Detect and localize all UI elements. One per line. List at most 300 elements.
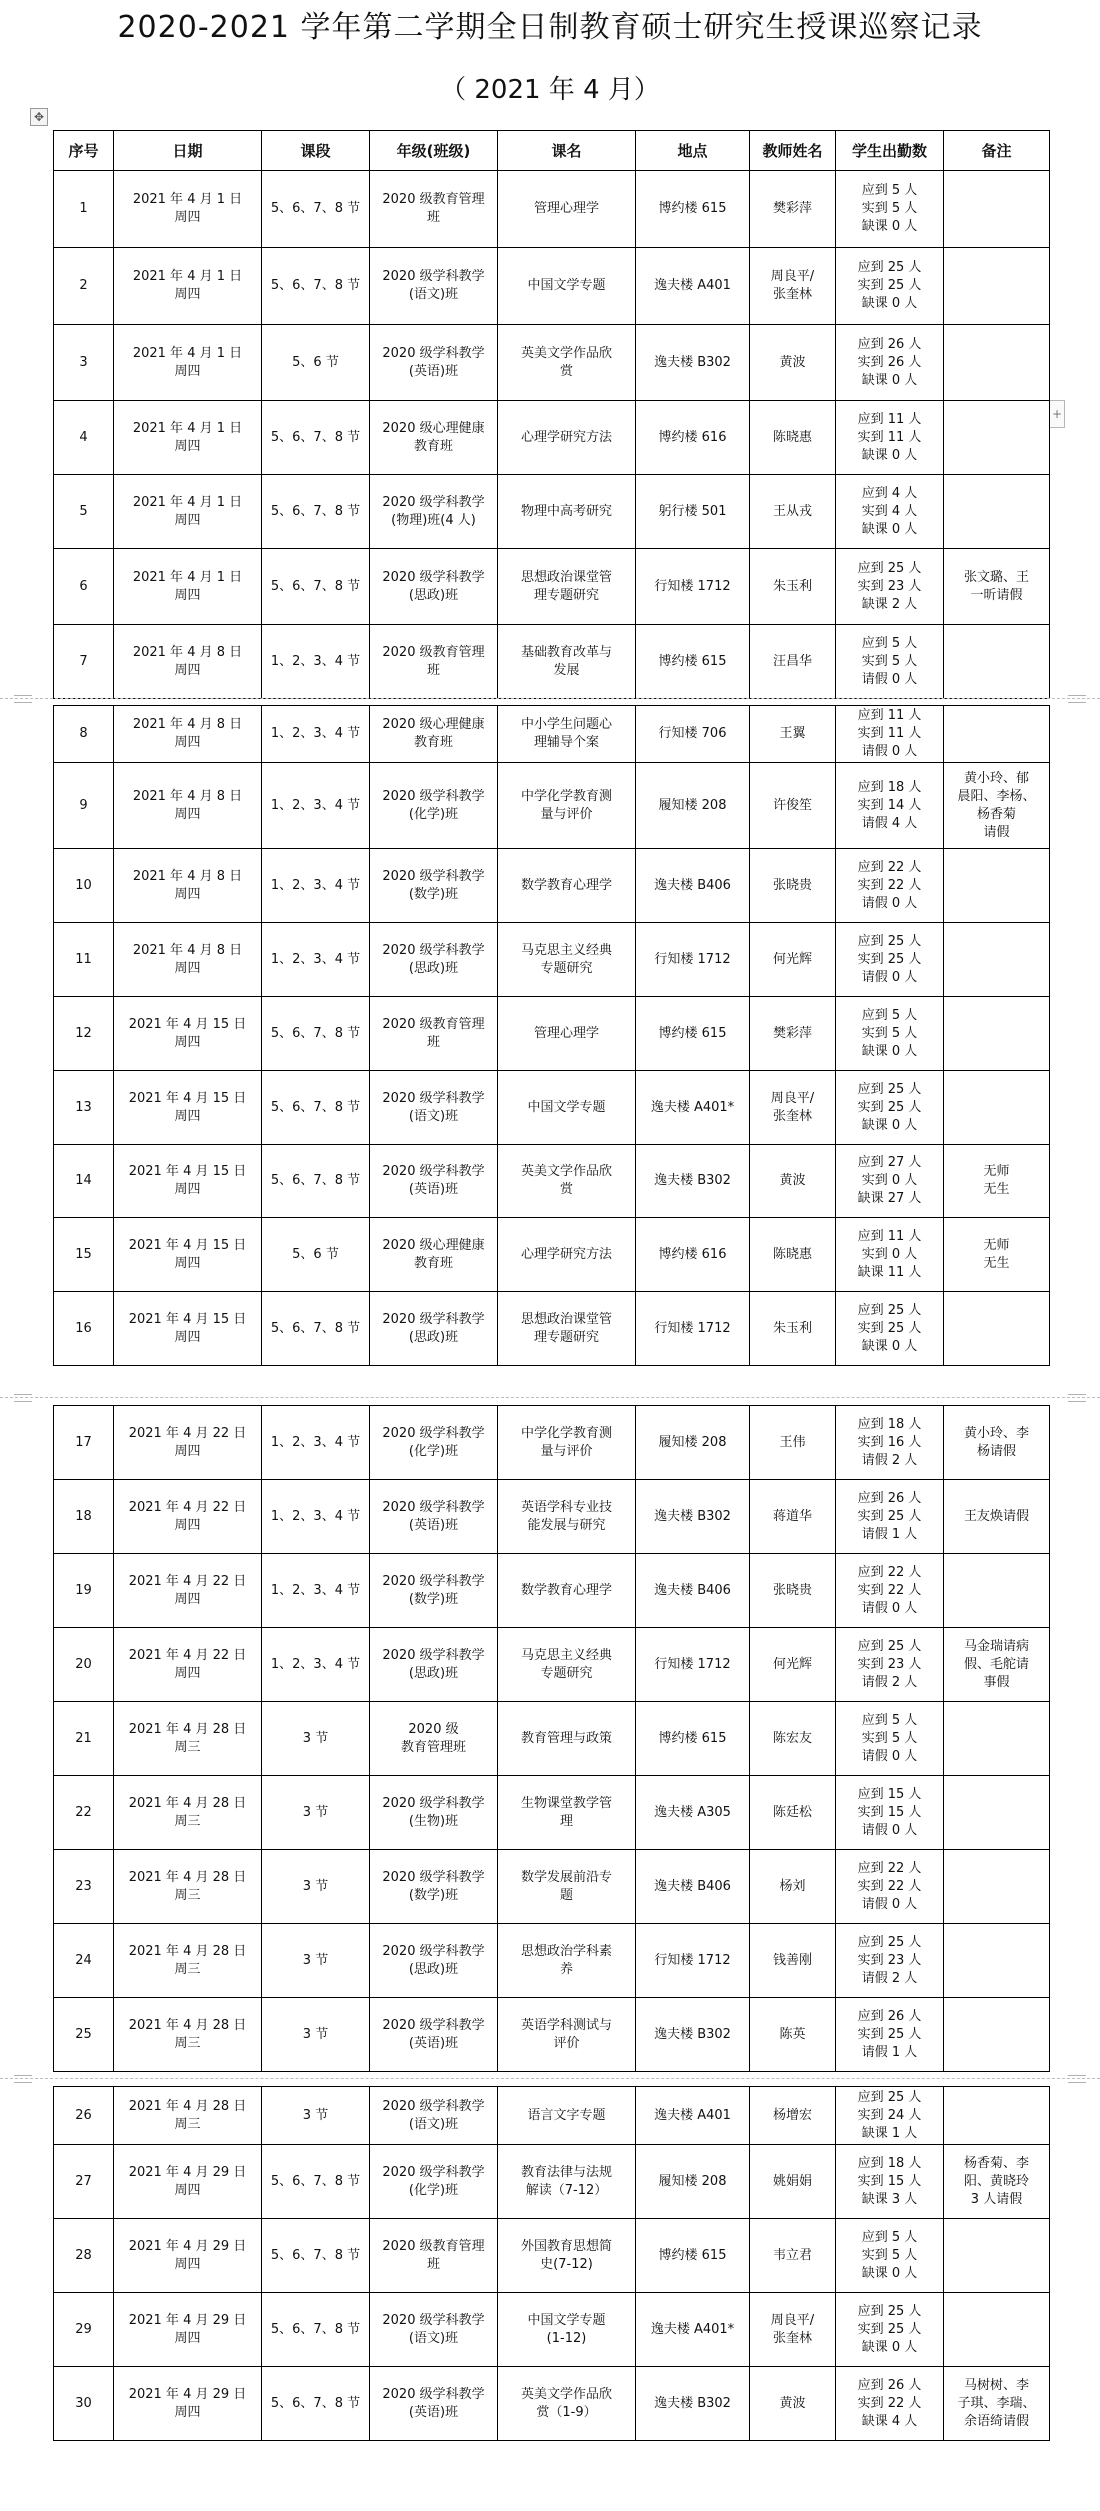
cell-class[interactable]: 2020 级学科教学 (思政)班 [370,1628,498,1702]
cell-class[interactable]: 2020 级学科教学 (语文)班 [370,2087,498,2145]
cell-teacher[interactable]: 钱善刚 [750,1924,836,1998]
cell-teacher[interactable]: 陈宏友 [750,1702,836,1776]
cell-date[interactable]: 2021 年 4 月 8 日 周四 [114,625,262,699]
table-row [54,171,1050,248]
cell-location[interactable]: 逸夫楼 B302 [636,325,750,401]
attendance-table-segment [53,1405,1050,2072]
cell-location[interactable]: 逸夫楼 B302 [636,2367,750,2441]
cell-attendance[interactable]: 应到 18 人 实到 16 人 请假 2 人 [836,1406,944,1480]
cell-period[interactable]: 5、6、7、8 节 [262,248,370,325]
cell-location[interactable]: 逸夫楼 B406 [636,1850,750,1924]
table-row [54,1292,1050,1366]
cell-seq[interactable]: 21 [54,1702,114,1776]
cell-seq[interactable]: 6 [54,549,114,625]
cell-seq[interactable]: 7 [54,625,114,699]
cell-seq[interactable]: 26 [54,2087,114,2145]
cell-date[interactable]: 2021 年 4 月 28 日 周三 [114,1702,262,1776]
cell-attendance[interactable]: 应到 11 人 实到 11 人 缺课 0 人 [836,401,944,475]
cell-date[interactable]: 2021 年 4 月 22 日 周四 [114,1554,262,1628]
cell-remark[interactable]: 黄小玲、郁 晨阳、李杨、 杨香菊 请假 [944,763,1050,849]
cell-seq[interactable]: 24 [54,1924,114,1998]
cell-date[interactable]: 2021 年 4 月 1 日 周四 [114,475,262,549]
column-header-period: 课段 [262,131,370,171]
cell-course[interactable]: 中学化学教育测 量与评价 [498,763,636,849]
cell-class[interactable]: 2020 级学科教学 (生物)班 [370,1776,498,1850]
cell-remark[interactable] [944,625,1050,699]
cell-location[interactable]: 行知楼 1712 [636,923,750,997]
cell-period[interactable]: 5、6、7、8 节 [262,2145,370,2219]
cell-teacher[interactable]: 樊彩萍 [750,171,836,248]
table-row [54,763,1050,849]
cell-period[interactable]: 3 节 [262,1776,370,1850]
cell-period[interactable]: 5、6、7、8 节 [262,2219,370,2293]
cell-course[interactable]: 管理心理学 [498,997,636,1071]
page-break-separator [0,695,1100,703]
cell-class[interactable]: 2020 级学科教学 (英语)班 [370,2367,498,2441]
cell-class[interactable]: 2020 级学科教学 (英语)班 [370,325,498,401]
cell-remark[interactable] [944,706,1050,763]
cell-course[interactable]: 英美文学作品欣 赏 [498,1145,636,1218]
cell-class[interactable]: 2020 级心理健康 教育班 [370,401,498,475]
cell-teacher[interactable]: 黄波 [750,325,836,401]
table-row [54,1702,1050,1776]
cell-teacher[interactable]: 王翼 [750,706,836,763]
cell-remark[interactable] [944,849,1050,923]
cell-class[interactable]: 2020 级教育管理 班 [370,171,498,248]
cell-teacher[interactable]: 杨刘 [750,1850,836,1924]
cell-remark[interactable] [944,325,1050,401]
cell-class[interactable]: 2020 级学科教学 (数学)班 [370,1850,498,1924]
cell-seq[interactable]: 14 [54,1145,114,1218]
cell-class[interactable]: 2020 级学科教学 (物理)班(4 人) [370,475,498,549]
cell-course[interactable]: 中学化学教育测 量与评价 [498,1406,636,1480]
cell-date[interactable]: 2021 年 4 月 22 日 周四 [114,1628,262,1702]
cell-attendance[interactable]: 应到 11 人 实到 0 人 缺课 11 人 [836,1218,944,1292]
cell-class[interactable]: 2020 级学科教学 (英语)班 [370,1145,498,1218]
cell-location[interactable]: 履知楼 208 [636,1406,750,1480]
cell-date[interactable]: 2021 年 4 月 29 日 周四 [114,2293,262,2367]
cell-seq[interactable]: 12 [54,997,114,1071]
cell-remark[interactable] [944,1998,1050,2072]
cell-seq[interactable]: 27 [54,2145,114,2219]
cell-attendance[interactable]: 应到 5 人 实到 5 人 缺课 0 人 [836,171,944,248]
cell-period[interactable]: 5、6、7、8 节 [262,2367,370,2441]
cell-course[interactable]: 马克思主义经典 专题研究 [498,1628,636,1702]
table-row [54,1628,1050,1702]
cell-class[interactable]: 2020 级教育管理 班 [370,2219,498,2293]
cell-seq[interactable]: 15 [54,1218,114,1292]
cell-attendance[interactable]: 应到 22 人 实到 22 人 请假 0 人 [836,1554,944,1628]
cell-teacher[interactable]: 王从戎 [750,475,836,549]
cell-period[interactable]: 5、6 节 [262,325,370,401]
cell-course[interactable]: 英语学科测试与 评价 [498,1998,636,2072]
cell-teacher[interactable]: 汪昌华 [750,625,836,699]
column-header-date: 日期 [114,131,262,171]
cell-attendance[interactable]: 应到 25 人 实到 25 人 缺课 0 人 [836,1292,944,1366]
cell-teacher[interactable]: 姚娟娟 [750,2145,836,2219]
cell-class[interactable]: 2020 级学科教学 (英语)班 [370,1998,498,2072]
cell-seq[interactable]: 13 [54,1071,114,1145]
cell-remark[interactable] [944,2219,1050,2293]
cell-date[interactable]: 2021 年 4 月 22 日 周四 [114,1406,262,1480]
cell-course[interactable]: 管理心理学 [498,171,636,248]
cell-date[interactable]: 2021 年 4 月 29 日 周四 [114,2219,262,2293]
cell-date[interactable]: 2021 年 4 月 1 日 周四 [114,549,262,625]
cell-location[interactable]: 躬行楼 501 [636,475,750,549]
column-header-location: 地点 [636,131,750,171]
cell-seq[interactable]: 25 [54,1998,114,2072]
cell-class[interactable]: 2020 级学科教学 (化学)班 [370,1406,498,1480]
cell-location[interactable]: 行知楼 1712 [636,1628,750,1702]
cell-date[interactable]: 2021 年 4 月 1 日 周四 [114,325,262,401]
cell-teacher[interactable]: 何光辉 [750,1628,836,1702]
cell-class[interactable]: 2020 级 教育管理班 [370,1702,498,1776]
cell-teacher[interactable]: 陈英 [750,1998,836,2072]
cell-remark[interactable] [944,248,1050,325]
cell-attendance[interactable]: 应到 26 人 实到 22 人 缺课 4 人 [836,2367,944,2441]
cell-course[interactable]: 英美文学作品欣 赏 [498,325,636,401]
page-break-separator [0,2075,1100,2083]
cell-teacher[interactable]: 周良平/ 张奎林 [750,248,836,325]
cell-attendance[interactable]: 应到 25 人 实到 24 人 缺课 1 人 [836,2087,944,2145]
add-column-icon[interactable]: + [1049,400,1065,428]
cell-seq[interactable]: 16 [54,1292,114,1366]
cell-course[interactable]: 数学教育心理学 [498,849,636,923]
cell-class[interactable]: 2020 级学科教学 (化学)班 [370,763,498,849]
cell-location[interactable]: 逸夫楼 B406 [636,849,750,923]
table-row [54,401,1050,475]
cell-seq[interactable]: 9 [54,763,114,849]
cell-teacher[interactable]: 杨增宏 [750,2087,836,2145]
cell-remark[interactable] [944,2293,1050,2367]
cell-attendance[interactable]: 应到 22 人 实到 22 人 请假 0 人 [836,849,944,923]
cell-attendance[interactable]: 应到 25 人 实到 25 人 请假 0 人 [836,923,944,997]
cell-seq[interactable]: 23 [54,1850,114,1924]
cell-period[interactable]: 5、6 节 [262,1218,370,1292]
cell-seq[interactable]: 11 [54,923,114,997]
cell-class[interactable]: 2020 级学科教学 (英语)班 [370,1480,498,1554]
cell-attendance[interactable]: 应到 27 人 实到 0 人 缺课 27 人 [836,1145,944,1218]
cell-attendance[interactable]: 应到 22 人 实到 22 人 请假 0 人 [836,1850,944,1924]
cell-seq[interactable]: 20 [54,1628,114,1702]
cell-remark[interactable]: 杨香菊、李 阳、黄晓玲 3 人请假 [944,2145,1050,2219]
table-row [54,2145,1050,2219]
cell-attendance[interactable]: 应到 26 人 实到 26 人 缺课 0 人 [836,325,944,401]
cell-location[interactable]: 逸夫楼 A401 [636,2087,750,2145]
cell-attendance[interactable]: 应到 11 人 实到 11 人 请假 0 人 [836,706,944,763]
cell-teacher[interactable]: 周良平/ 张奎林 [750,2293,836,2367]
cell-teacher[interactable]: 周良平/ 张奎林 [750,1071,836,1145]
cell-period[interactable]: 5、6、7、8 节 [262,475,370,549]
table-row [54,1480,1050,1554]
cell-period[interactable]: 1、2、3、4 节 [262,849,370,923]
cell-teacher[interactable]: 黄波 [750,2367,836,2441]
cell-date[interactable]: 2021 年 4 月 1 日 周四 [114,248,262,325]
cell-location[interactable]: 行知楼 1712 [636,1292,750,1366]
cell-remark[interactable] [944,2087,1050,2145]
cell-date[interactable]: 2021 年 4 月 15 日 周四 [114,1071,262,1145]
cell-location[interactable]: 行知楼 1712 [636,549,750,625]
cell-period[interactable]: 1、2、3、4 节 [262,1554,370,1628]
cell-attendance[interactable]: 应到 26 人 实到 25 人 请假 1 人 [836,1998,944,2072]
cell-period[interactable]: 1、2、3、4 节 [262,1406,370,1480]
cell-period[interactable]: 5、6、7、8 节 [262,171,370,248]
cell-date[interactable]: 2021 年 4 月 22 日 周四 [114,1480,262,1554]
cell-teacher[interactable]: 陈晓惠 [750,401,836,475]
cell-attendance[interactable]: 应到 5 人 实到 5 人 缺课 0 人 [836,2219,944,2293]
cell-remark[interactable]: 马金瑞请病 假、毛舵请 事假 [944,1628,1050,1702]
cell-remark[interactable] [944,1071,1050,1145]
table-row [54,1406,1050,1480]
cell-course[interactable]: 思想政治课堂管 理专题研究 [498,1292,636,1366]
cell-seq[interactable]: 18 [54,1480,114,1554]
cell-seq[interactable]: 29 [54,2293,114,2367]
cell-class[interactable]: 2020 级学科教学 (数学)班 [370,1554,498,1628]
cell-course[interactable]: 马克思主义经典 专题研究 [498,923,636,997]
cell-date[interactable]: 2021 年 4 月 15 日 周四 [114,1218,262,1292]
cell-course[interactable]: 思想政治课堂管 理专题研究 [498,549,636,625]
column-header-attendance: 学生出勤数 [836,131,944,171]
cell-teacher[interactable]: 朱玉利 [750,1292,836,1366]
table-row [54,2293,1050,2367]
cell-remark[interactable] [944,1292,1050,1366]
cell-period[interactable]: 1、2、3、4 节 [262,923,370,997]
cell-date[interactable]: 2021 年 4 月 8 日 周四 [114,706,262,763]
cell-seq[interactable]: 1 [54,171,114,248]
table-row [54,1998,1050,2072]
cell-period[interactable]: 5、6、7、8 节 [262,997,370,1071]
cell-class[interactable]: 2020 级心理健康 教育班 [370,1218,498,1292]
cell-date[interactable]: 2021 年 4 月 15 日 周四 [114,997,262,1071]
cell-class[interactable]: 2020 级学科教学 (语文)班 [370,1071,498,1145]
cell-remark[interactable] [944,401,1050,475]
cell-course[interactable]: 思想政治学科素 养 [498,1924,636,1998]
cell-attendance[interactable]: 应到 18 人 实到 14 人 请假 4 人 [836,763,944,849]
cell-remark[interactable]: 无师 无生 [944,1218,1050,1292]
cell-course[interactable]: 数学教育心理学 [498,1554,636,1628]
cell-location[interactable]: 逸夫楼 A401* [636,1071,750,1145]
cell-class[interactable]: 2020 级心理健康 教育班 [370,706,498,763]
cell-period[interactable]: 1、2、3、4 节 [262,1628,370,1702]
cell-seq[interactable]: 22 [54,1776,114,1850]
cell-attendance[interactable]: 应到 4 人 实到 4 人 缺课 0 人 [836,475,944,549]
cell-seq[interactable]: 30 [54,2367,114,2441]
cell-course[interactable]: 教育管理与政策 [498,1702,636,1776]
cell-remark[interactable]: 王友焕请假 [944,1480,1050,1554]
cell-seq[interactable]: 28 [54,2219,114,2293]
cell-period[interactable]: 1、2、3、4 节 [262,1480,370,1554]
cell-date[interactable]: 2021 年 4 月 28 日 周三 [114,1924,262,1998]
cell-period[interactable]: 5、6、7、8 节 [262,401,370,475]
cell-course[interactable]: 教育法律与法规 解读（7-12） [498,2145,636,2219]
cell-period[interactable]: 5、6、7、8 节 [262,2293,370,2367]
cell-location[interactable]: 履知楼 208 [636,763,750,849]
column-header-course: 课名 [498,131,636,171]
cell-remark[interactable] [944,1702,1050,1776]
cell-teacher[interactable]: 朱玉利 [750,549,836,625]
cell-course[interactable]: 数学发展前沿专 题 [498,1850,636,1924]
cell-location[interactable]: 博约楼 616 [636,401,750,475]
table-row [54,2367,1050,2441]
cell-remark[interactable] [944,923,1050,997]
cell-attendance[interactable]: 应到 25 人 实到 25 人 缺课 0 人 [836,248,944,325]
cell-period[interactable]: 5、6、7、8 节 [262,549,370,625]
cell-attendance[interactable]: 应到 5 人 实到 5 人 请假 0 人 [836,1702,944,1776]
table-row [54,1554,1050,1628]
cell-date[interactable]: 2021 年 4 月 8 日 周四 [114,763,262,849]
cell-remark[interactable] [944,1554,1050,1628]
cell-remark[interactable]: 无师 无生 [944,1145,1050,1218]
cell-location[interactable]: 逸夫楼 B302 [636,1998,750,2072]
cell-date[interactable]: 2021 年 4 月 15 日 周四 [114,1292,262,1366]
cell-date[interactable]: 2021 年 4 月 28 日 周三 [114,2087,262,2145]
cell-attendance[interactable]: 应到 18 人 实到 15 人 缺课 3 人 [836,2145,944,2219]
cell-location[interactable]: 博约楼 615 [636,997,750,1071]
cell-course[interactable]: 英美文学作品欣 赏（1-9） [498,2367,636,2441]
cell-remark[interactable] [944,475,1050,549]
cell-remark[interactable]: 马树树、李 子琪、李瑞、 余语绮请假 [944,2367,1050,2441]
cell-attendance[interactable]: 应到 25 人 实到 23 人 缺课 2 人 [836,549,944,625]
cell-period[interactable]: 1、2、3、4 节 [262,706,370,763]
cell-location[interactable]: 博约楼 615 [636,625,750,699]
cell-seq[interactable]: 2 [54,248,114,325]
cell-seq[interactable]: 17 [54,1406,114,1480]
column-header-teacher: 教师姓名 [750,131,836,171]
cell-class[interactable]: 2020 级学科教学 (化学)班 [370,2145,498,2219]
cell-date[interactable]: 2021 年 4 月 1 日 周四 [114,171,262,248]
cell-class[interactable]: 2020 级学科教学 (思政)班 [370,923,498,997]
cell-course[interactable]: 中国文学专题 (1-12) [498,2293,636,2367]
cell-teacher[interactable]: 樊彩萍 [750,997,836,1071]
cell-course[interactable]: 语言文字专题 [498,2087,636,2145]
cell-teacher[interactable]: 蒋道华 [750,1480,836,1554]
cell-course[interactable]: 物理中高考研究 [498,475,636,549]
cell-class[interactable]: 2020 级学科教学 (数学)班 [370,849,498,923]
cell-location[interactable]: 行知楼 706 [636,706,750,763]
cell-class[interactable]: 2020 级学科教学 (思政)班 [370,549,498,625]
cell-location[interactable]: 逸夫楼 B302 [636,1145,750,1218]
cell-remark[interactable]: 黄小玲、李 杨请假 [944,1406,1050,1480]
cell-date[interactable]: 2021 年 4 月 1 日 周四 [114,401,262,475]
cell-course[interactable]: 中国文学专题 [498,248,636,325]
table-row [54,1776,1050,1850]
cell-seq[interactable]: 4 [54,401,114,475]
table-row [54,325,1050,401]
cell-teacher[interactable]: 黄波 [750,1145,836,1218]
cell-course[interactable]: 中小学生问题心 理辅导个案 [498,706,636,763]
cell-remark[interactable] [944,171,1050,248]
cell-period[interactable]: 3 节 [262,1924,370,1998]
cell-class[interactable]: 2020 级教育管理 班 [370,625,498,699]
cell-remark[interactable]: 张文璐、王 一昕请假 [944,549,1050,625]
cell-seq[interactable]: 19 [54,1554,114,1628]
cell-period[interactable]: 3 节 [262,1702,370,1776]
cell-teacher[interactable]: 陈晓惠 [750,1218,836,1292]
cell-location[interactable]: 逸夫楼 A305 [636,1776,750,1850]
cell-teacher[interactable]: 张晓贵 [750,1554,836,1628]
cell-location[interactable]: 行知楼 1712 [636,1924,750,1998]
cell-location[interactable]: 逸夫楼 A401* [636,2293,750,2367]
cell-attendance[interactable]: 应到 5 人 实到 5 人 缺课 0 人 [836,997,944,1071]
cell-attendance[interactable]: 应到 5 人 实到 5 人 请假 0 人 [836,625,944,699]
cell-period[interactable]: 3 节 [262,2087,370,2145]
cell-class[interactable]: 2020 级学科教学 (思政)班 [370,1924,498,1998]
cell-date[interactable]: 2021 年 4 月 28 日 周三 [114,1998,262,2072]
cell-attendance[interactable]: 应到 25 人 实到 25 人 缺课 0 人 [836,1071,944,1145]
cell-location[interactable]: 逸夫楼 A401 [636,248,750,325]
cell-period[interactable]: 5、6、7、8 节 [262,1071,370,1145]
cell-teacher[interactable]: 王伟 [750,1406,836,1480]
cell-attendance[interactable]: 应到 26 人 实到 25 人 请假 1 人 [836,1480,944,1554]
cell-teacher[interactable]: 何光辉 [750,923,836,997]
cell-date[interactable]: 2021 年 4 月 29 日 周四 [114,2145,262,2219]
cell-seq[interactable]: 3 [54,325,114,401]
cell-teacher[interactable]: 陈廷松 [750,1776,836,1850]
cell-location[interactable]: 博约楼 615 [636,2219,750,2293]
cell-course[interactable]: 中国文学专题 [498,1071,636,1145]
cell-teacher[interactable]: 张晓贵 [750,849,836,923]
cell-attendance[interactable]: 应到 25 人 实到 25 人 缺课 0 人 [836,2293,944,2367]
cell-course[interactable]: 生物课堂教学管 理 [498,1776,636,1850]
cell-remark[interactable] [944,1776,1050,1850]
cell-remark[interactable] [944,997,1050,1071]
cell-course[interactable]: 基础教育改革与 发展 [498,625,636,699]
cell-course[interactable]: 心理学研究方法 [498,1218,636,1292]
table-row [54,549,1050,625]
cell-location[interactable]: 履知楼 208 [636,2145,750,2219]
cell-course[interactable]: 外国教育思想简 史(7-12) [498,2219,636,2293]
cell-date[interactable]: 2021 年 4 月 28 日 周三 [114,1776,262,1850]
cell-location[interactable]: 逸夫楼 B406 [636,1554,750,1628]
cell-period[interactable]: 5、6、7、8 节 [262,1292,370,1366]
cell-seq[interactable]: 10 [54,849,114,923]
cell-period[interactable]: 3 节 [262,1850,370,1924]
cell-period[interactable]: 5、6、7、8 节 [262,1145,370,1218]
cell-remark[interactable] [944,1924,1050,1998]
cell-date[interactable]: 2021 年 4 月 28 日 周三 [114,1850,262,1924]
table-move-handle-icon[interactable]: ✥ [30,108,48,126]
cell-attendance[interactable]: 应到 25 人 实到 23 人 请假 2 人 [836,1924,944,1998]
cell-date[interactable]: 2021 年 4 月 15 日 周四 [114,1145,262,1218]
cell-attendance[interactable]: 应到 25 人 实到 23 人 请假 2 人 [836,1628,944,1702]
cell-class[interactable]: 2020 级学科教学 (语文)班 [370,248,498,325]
cell-class[interactable]: 2020 级学科教学 (语文)班 [370,2293,498,2367]
table-row [54,475,1050,549]
cell-course[interactable]: 心理学研究方法 [498,401,636,475]
cell-teacher[interactable]: 韦立君 [750,2219,836,2293]
cell-period[interactable]: 3 节 [262,1998,370,2072]
cell-class[interactable]: 2020 级教育管理 班 [370,997,498,1071]
cell-seq[interactable]: 8 [54,706,114,763]
cell-course[interactable]: 英语学科专业技 能发展与研究 [498,1480,636,1554]
table-row [54,2219,1050,2293]
cell-location[interactable]: 博约楼 616 [636,1218,750,1292]
cell-remark[interactable] [944,1850,1050,1924]
cell-date[interactable]: 2021 年 4 月 8 日 周四 [114,923,262,997]
page-subtitle: （ 2021 年 4 月） [440,75,660,105]
cell-period[interactable]: 1、2、3、4 节 [262,625,370,699]
cell-attendance[interactable]: 应到 15 人 实到 15 人 请假 0 人 [836,1776,944,1850]
cell-date[interactable]: 2021 年 4 月 29 日 周四 [114,2367,262,2441]
cell-teacher[interactable]: 许俊笙 [750,763,836,849]
cell-period[interactable]: 1、2、3、4 节 [262,763,370,849]
cell-location[interactable]: 博约楼 615 [636,1702,750,1776]
cell-location[interactable]: 逸夫楼 B302 [636,1480,750,1554]
cell-date[interactable]: 2021 年 4 月 8 日 周四 [114,849,262,923]
cell-location[interactable]: 博约楼 615 [636,171,750,248]
cell-seq[interactable]: 5 [54,475,114,549]
cell-class[interactable]: 2020 级学科教学 (思政)班 [370,1292,498,1366]
